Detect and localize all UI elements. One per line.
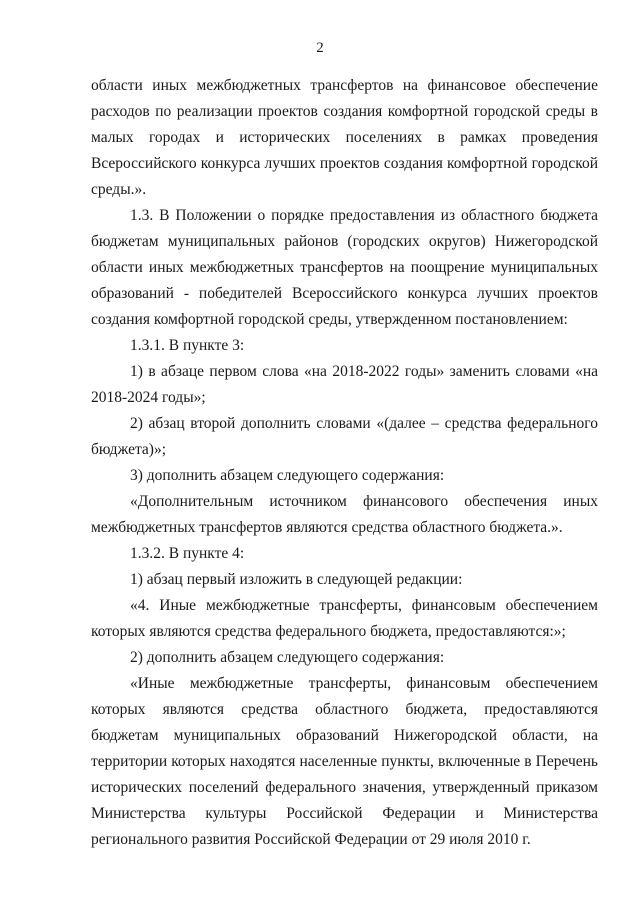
paragraph-item-2: 2) абзац второй дополнить словами «(далее – средства федерального бюджета)»; (91, 415, 598, 458)
paragraph-1-3-2: 1.3.2. В пункте 4: (130, 545, 245, 562)
paragraph-1-3-1: 1.3.1. В пункте 3: (130, 337, 245, 354)
document-body (91, 73, 598, 853)
paragraph-quote-additional-source: «Дополнительным источником финансового обеспечения иных межбюджетных трансфертов являются средства областного бюджета.». (91, 493, 598, 536)
paragraph-quote-point-4: «4. Иные межбюджетные трансферты, финансовым обеспечением которых являются средства федерального бюджета, предоставляются:»; (91, 597, 598, 640)
paragraph-quote-regional-budget: «Иные межбюджетные трансферты, финансовым обеспечением которых являются средства областного бюджета, предоставляются бюджетам муниципальных образований Нижегородской области, на территории которых находятся населенные пункты, включенные в Перечень исторических поселений федерального значения, утвержденный приказом Министерства культуры Российской Федерации и Министерства регионального развития Российской Федерации от 29 июля 2010 г. (91, 675, 598, 848)
paragraph-item-2-add: 2) дополнить абзацем следующего содержания: (130, 649, 445, 666)
page-number: 2 (316, 40, 324, 56)
paragraph-item-1-redaction: 1) абзац первый изложить в следующей редакции: (130, 571, 463, 588)
paragraph-item-1: 1) в абзаце первом слова «на 2018-2022 годы» заменить словами «на 2018-2024 годы»; (91, 363, 598, 406)
paragraph-item-3: 3) дополнить абзацем следующего содержания: (130, 467, 445, 484)
paragraph-continuation: области иных межбюджетных трансфертов на финансовое обеспечение расходов по реализации проектов создания комфортной городской среды в малых городах и исторических поселениях в рамках проведения Всероссийского конкурса лучших проектов создания комфортной городской среды.». (91, 77, 598, 198)
paragraph-1-3: 1.3. В Положении о порядке предоставления из областного бюджета бюджетам муниципальных районов (городских округов) Нижегородской области иных межбюджетных трансфертов на поощрение муниципальных образований - победителей Всероссийского конкурса лучших проектов создания комфортной городской среды, утвержденном постановлением: (91, 207, 598, 328)
